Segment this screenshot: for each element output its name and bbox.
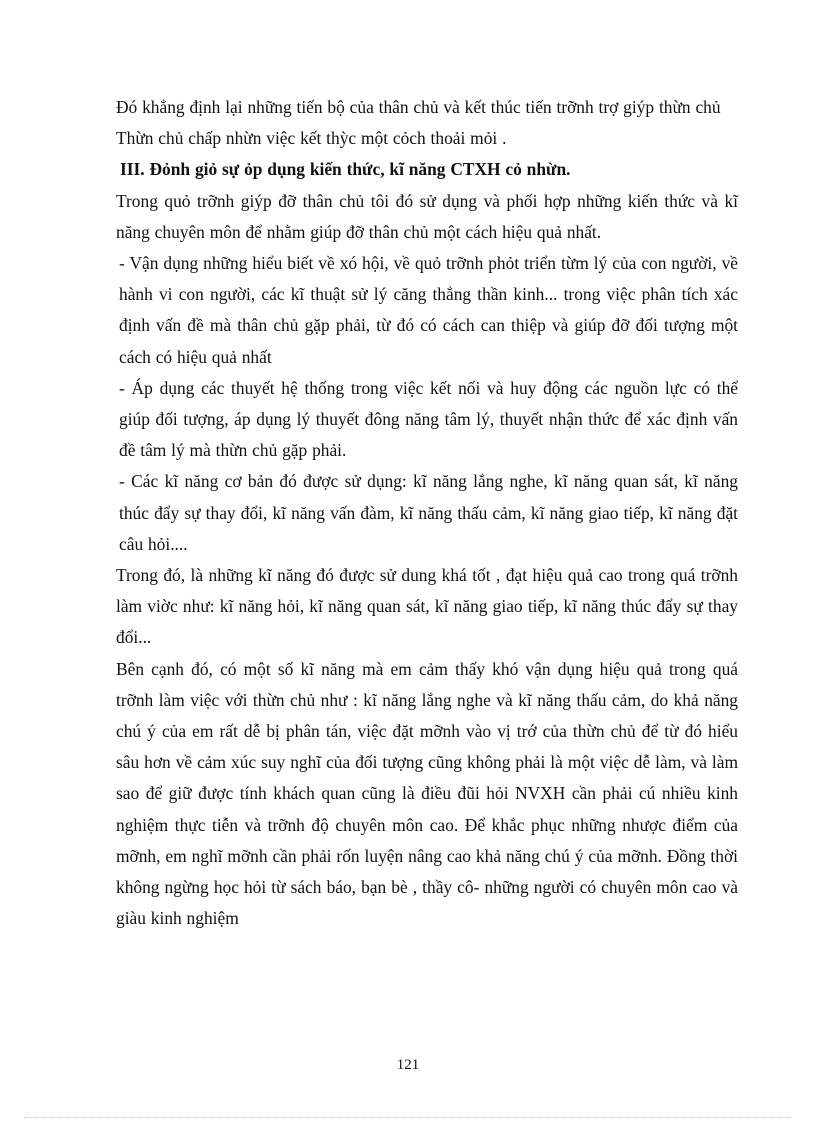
section-heading: III. Đỏnh giỏ sự ỏp dụng kiến thức, kĩ năng CTXH cỏ nhừn. <box>120 159 571 180</box>
bullet-theories <box>116 373 738 467</box>
footer-divider <box>24 1117 792 1118</box>
page-number: 121 <box>396 1057 420 1073</box>
closing-paragraph: Đó khẳng định lại những tiến bộ của thân chủ và kết thúc tiến trỡnh trợ giýp thừn chủ <box>116 97 721 117</box>
bullet-theories-text: - Áp dụng các thuyết hệ thống trong việc kết nối và huy động các nguồn lực có thể giúp đối tượng, áp dụng lý thuyết đông năng tâm lý, thuyết nhận thức để xác định vấn đề tâm lý mà thừn chủ gặp phải. <box>119 377 738 461</box>
intro-paragraph: Trong quỏ trỡnh giýp đỡ thân chủ tôi đó sử dụng và phối hợp những kiến thức và kĩ năng chuyên môn để nhằm giúp đỡ thân chủ một cách hiệu quả nhất. <box>116 190 738 242</box>
acceptance-paragraph: Thừn chủ chấp nhừn việc kết thỳc một cỏch thoải mỏi . <box>116 128 507 149</box>
bullet-knowledge: - Vận dụng những hiểu biết về xó hội, về quỏ trỡnh phỏt triển từm lý của con người, về hành vi con người, các kĩ thuật sử lý căng thẳng thần kinh... trong việc phân tích xác định vấn đề mà thân chủ gặp phải, từ đó có cách can thiệp và giúp đỡ đối tượng một cách có hiệu quả nhất <box>119 253 738 367</box>
skills-effective-paragraph: Trong đó, là những kĩ năng đó được sử dung khá tốt , đạt hiệu quả cao trong quá trỡnh làm viờc như: kĩ năng hỏi, kĩ năng quan sát, kĩ năng giao tiếp, kĩ năng thúc đẩy sự thay đổi... <box>116 565 738 648</box>
document-body <box>116 92 738 934</box>
bullet-skills: - Các kĩ năng cơ bản đó được sử dụng: kĩ năng lắng nghe, kĩ năng quan sát, kĩ năng thúc đẩy sự thay đổi, kĩ năng vấn đàm, kĩ năng thấu cảm, kĩ năng giao tiếp, kĩ năng đặt câu hỏi.... <box>119 471 738 554</box>
difficulties-paragraph: Bên cạnh đó, có một số kĩ năng mà em cảm thấy khó vận dụng hiệu quả trong quá trỡnh làm việc với thừn chủ như : kĩ năng lắng nghe và kĩ năng thấu cảm, do khả năng chú ý của em rất dễ bị phân tán, việc đặt mỡnh vào vị trớ của thừn chủ để từ đó hiểu sâu hơn về cảm xúc suy nghĩ của đối tượng cũng không phải là một việc dễ làm, và làm sao để giữ được tính khách quan cũng là điều đũi hỏi NVXH cần phải cú nhiều kinh nghiệm thực tiễn và trỡnh độ chuyên môn cao. Để khắc phục những nhược điểm của mỡnh, em nghĩ mỡnh cần phải rốn luyện nâng cao khả năng chú ý của mỡnh. Đồng thời không ngừng học hỏi từ sách báo, bạn bè , thầy cô- những người có chuyên môn cao và giàu kinh nghiệm <box>116 658 738 929</box>
